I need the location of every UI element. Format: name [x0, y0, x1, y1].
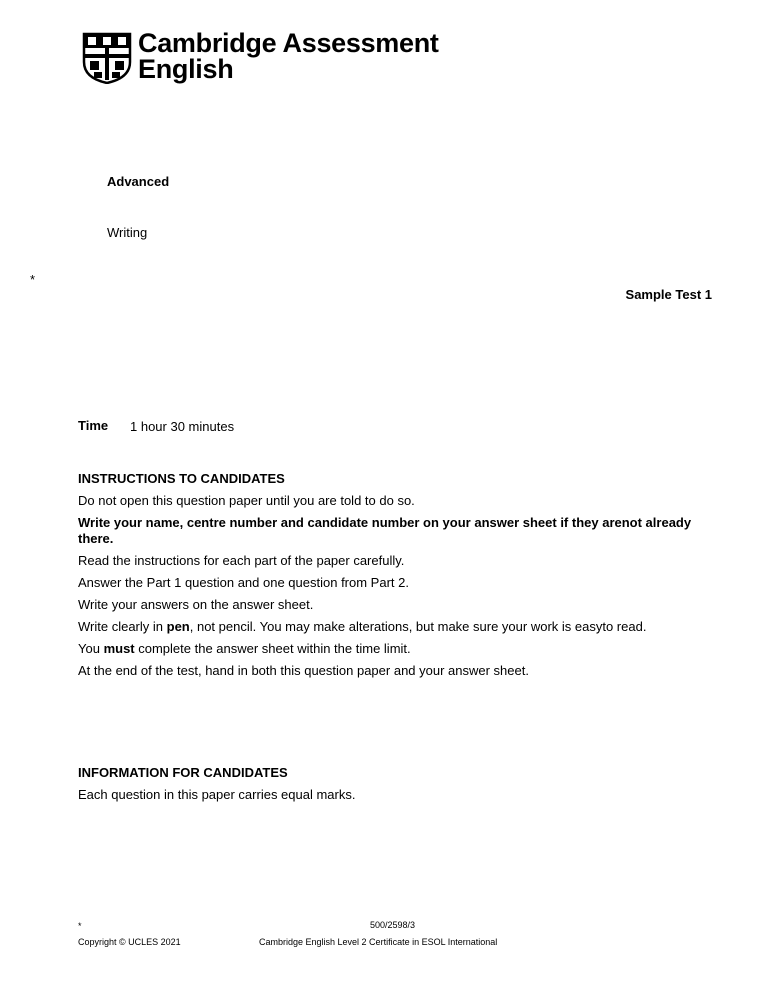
cambridge-crest-icon — [82, 32, 132, 84]
exam-level: Advanced — [107, 174, 170, 189]
footer-barcode-marker: * — [78, 921, 82, 931]
must-line-bold: must — [103, 641, 135, 656]
footer-certificate: Cambridge English Level 2 Certificate in ESOL International — [259, 937, 498, 947]
instruction-item-pen — [78, 619, 718, 635]
instruction-item-bold: Write your name, centre number and candidate number on your answer sheet if they arenot already there. — [78, 515, 692, 546]
information-heading: INFORMATION FOR CANDIDATES — [78, 765, 288, 780]
must-line-before: You — [78, 641, 104, 656]
instruction-item: Answer the Part 1 question and one question from Part 2. — [78, 575, 409, 590]
instruction-item: Read the instructions for each part of the paper carefully. — [78, 553, 405, 568]
instruction-item-must — [78, 641, 718, 657]
sample-test-label: Sample Test 1 — [625, 287, 712, 302]
must-line-after: complete the answer sheet within the time limit. — [134, 641, 411, 656]
instruction-item: Do not open this question paper until you are told to do so. — [78, 493, 415, 508]
pen-line-before: Write clearly in — [78, 619, 167, 634]
instructions-section — [78, 471, 718, 685]
time-label: Time — [78, 418, 109, 433]
barcode-marker: * — [30, 272, 36, 287]
logo-subtitle: English — [138, 54, 234, 84]
cambridge-logo — [82, 28, 439, 88]
pen-line-after: , not pencil. You may make alterations, but make sure your work is easyto read. — [189, 619, 647, 634]
information-text: Each question in this paper carries equal marks. — [78, 787, 356, 802]
pen-line-bold: pen — [166, 619, 190, 634]
footer-copyright: Copyright © UCLES 2021 — [78, 937, 181, 947]
instruction-item: Write your answers on the answer sheet. — [78, 597, 314, 612]
footer-paper-code: 500/2598/3 — [370, 920, 416, 930]
paper-name: Writing — [107, 225, 148, 240]
time-value: 1 hour 30 minutes — [130, 419, 235, 434]
logo-title: Cambridge Assessment — [138, 28, 439, 58]
information-section — [78, 765, 718, 809]
instruction-item: At the end of the test, hand in both this question paper and your answer sheet. — [78, 663, 529, 678]
instructions-heading: INSTRUCTIONS TO CANDIDATES — [78, 471, 285, 486]
